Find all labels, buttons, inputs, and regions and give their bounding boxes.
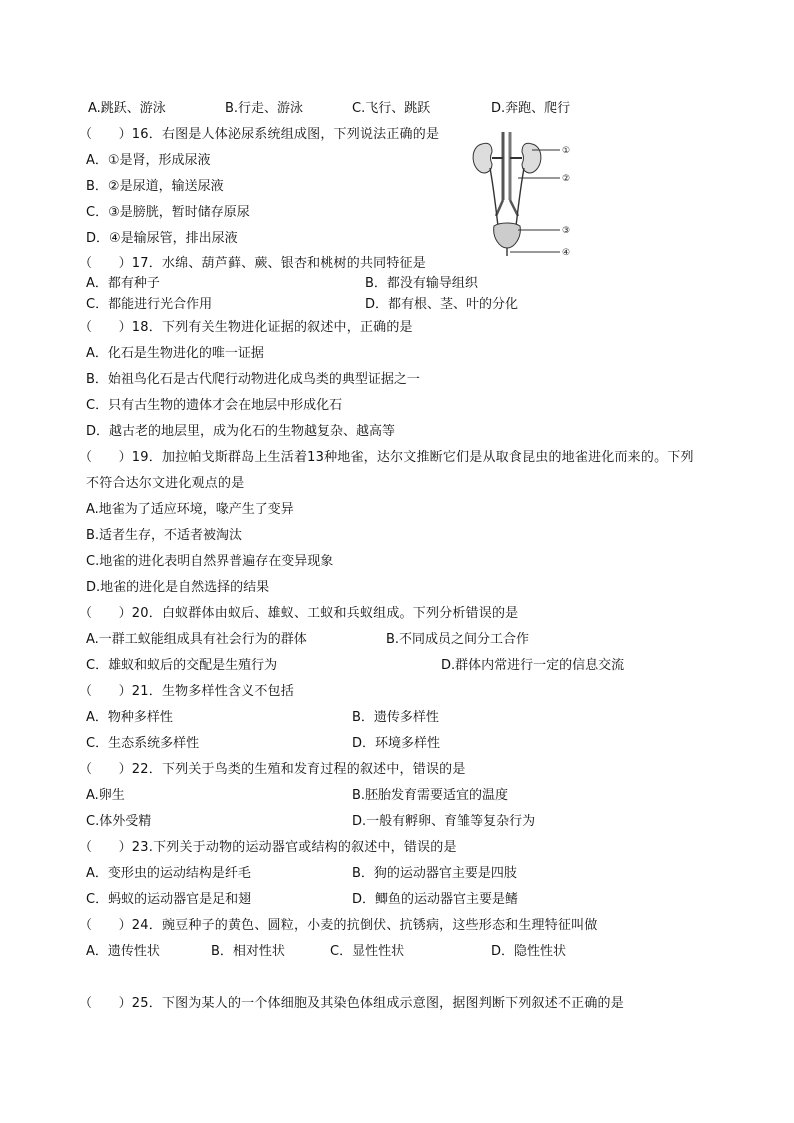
q17-option-c: C．都能进行光合作用 (86, 297, 213, 312)
q18-option-b: B．始祖鸟化石是古代爬行动物进化成鸟类的典型证据之一 (86, 372, 420, 387)
q18-option-a: A．化石是生物进化的唯一证据 (86, 346, 264, 361)
q18-option-d: D．越古老的地层里，成为化石的生物越复杂、越高等 (86, 424, 396, 439)
q19-option-d: D.地雀的进化是自然选择的结果 (86, 580, 270, 595)
q23-option-d: D．鲫鱼的运动器官主要是鳍 (352, 892, 519, 907)
figure-label-3: ③ (562, 226, 571, 236)
q21-option-c: C．生态系统多样性 (86, 736, 200, 751)
q20-stem: （ ）20．白蚁群体由蚁后、雄蚁、工蚁和兵蚁组成。下列分析错误的是 (79, 606, 519, 621)
q16-stem: （ ）16．右图是人体泌尿系统组成图，下列说法正确的是 (79, 127, 440, 142)
q22-option-d: D.一般有孵卵、育雏等复杂行为 (352, 814, 536, 829)
q19-option-c: C.地雀的进化表明自然界普遍存在变异现象 (86, 554, 334, 569)
q23-stem: （ ）23.下列关于动物的运动器官或结构的叙述中，错误的是 (79, 840, 457, 855)
q24-option-a: A．遗传性状 (86, 944, 160, 959)
q20-option-b: B.不同成员之间分工合作 (386, 632, 530, 647)
q15-option-b: B.行走、游泳 (225, 101, 304, 116)
q19-option-a: A.地雀为了适应环境，喙产生了变异 (86, 502, 294, 517)
figure-label-2: ② (562, 174, 571, 184)
q16-option-d: D．④是输尿管，排出尿液 (86, 231, 238, 246)
q23-option-b: B．狗的运动器官主要是四肢 (352, 866, 517, 881)
q24-stem: （ ）24．豌豆种子的黄色、圆粒，小麦的抗倒伏、抗锈病，这些形态和生理特征叫做 (79, 918, 598, 933)
q21-option-a: A．物种多样性 (86, 710, 173, 725)
q16-option-a: A．①是肾，形成尿液 (86, 153, 211, 168)
figure-label-4: ④ (562, 248, 571, 258)
q24-option-d: D．隐性性状 (491, 944, 567, 959)
q18-option-c: C．只有古生物的遗体才会在地层中形成化石 (86, 398, 343, 413)
q18-stem: （ ）18．下列有关生物进化证据的叙述中，正确的是 (79, 320, 413, 335)
q22-option-a: A.卵生 (86, 788, 125, 803)
q22-stem: （ ）22．下列关于鸟类的生殖和发育过程的叙述中，错误的是 (79, 762, 466, 777)
q19-stem-line2: 不符合达尔文进化观点的是 (86, 476, 245, 491)
q23-option-a: A．变形虫的运动结构是纤毛 (86, 866, 251, 881)
q23-option-c: C．蚂蚁的运动器官是足和翅 (86, 892, 252, 907)
q15-option-a: A.跳跃、游泳 (88, 101, 166, 116)
q21-option-d: D．环境多样性 (352, 736, 441, 751)
figure-label-1: ① (562, 146, 571, 156)
q21-stem: （ ）21．生物多样性含义不包括 (79, 684, 294, 699)
q20-option-d: D.群体内常进行一定的信息交流 (441, 658, 625, 673)
q16-option-b: B．②是尿道，输送尿液 (86, 179, 224, 194)
q22-option-c: C.体外受精 (86, 814, 152, 829)
q19-stem-line1: （ ）19．加拉帕戈斯群岛上生活着13种地雀，达尔文推断它们是从取食昆虫的地雀进化而来的。下列 (79, 450, 694, 465)
q20-option-c: C．雄蚁和蚁后的交配是生殖行为 (86, 658, 278, 673)
q24-option-b: B．相对性状 (211, 944, 285, 959)
q16-option-c: C．③是膀胱，暂时储存原尿 (86, 205, 250, 220)
q25-stem: （ ）25．下图为某人的一个体细胞及其染色体组成示意图，据图判断下列叙述不正确的是 (79, 996, 624, 1011)
q17-stem: （ ）17．水绵、葫芦藓、蕨、银杏和桃树的共同特征是 (79, 256, 426, 271)
q19-option-b: B.适者生存，不适者被淘汰 (86, 528, 243, 543)
q15-option-c: C.飞行、跳跃 (352, 101, 431, 116)
q20-option-a: A.一群工蚁能组成具有社会行为的群体 (86, 632, 307, 647)
q17-option-d: D．都有根、茎、叶的分化 (365, 297, 519, 312)
q22-option-b: B.胚胎发育需要适宜的温度 (352, 788, 509, 803)
urinary-system-figure (468, 130, 580, 260)
q15-option-d: D.奔跑、爬行 (491, 101, 571, 116)
q21-option-b: B．遗传多样性 (352, 710, 439, 725)
q17-option-b: B．都没有输导组织 (365, 276, 478, 291)
q17-option-a: A．都有种子 (86, 276, 160, 291)
q24-option-c: C．显性性状 (330, 944, 405, 959)
